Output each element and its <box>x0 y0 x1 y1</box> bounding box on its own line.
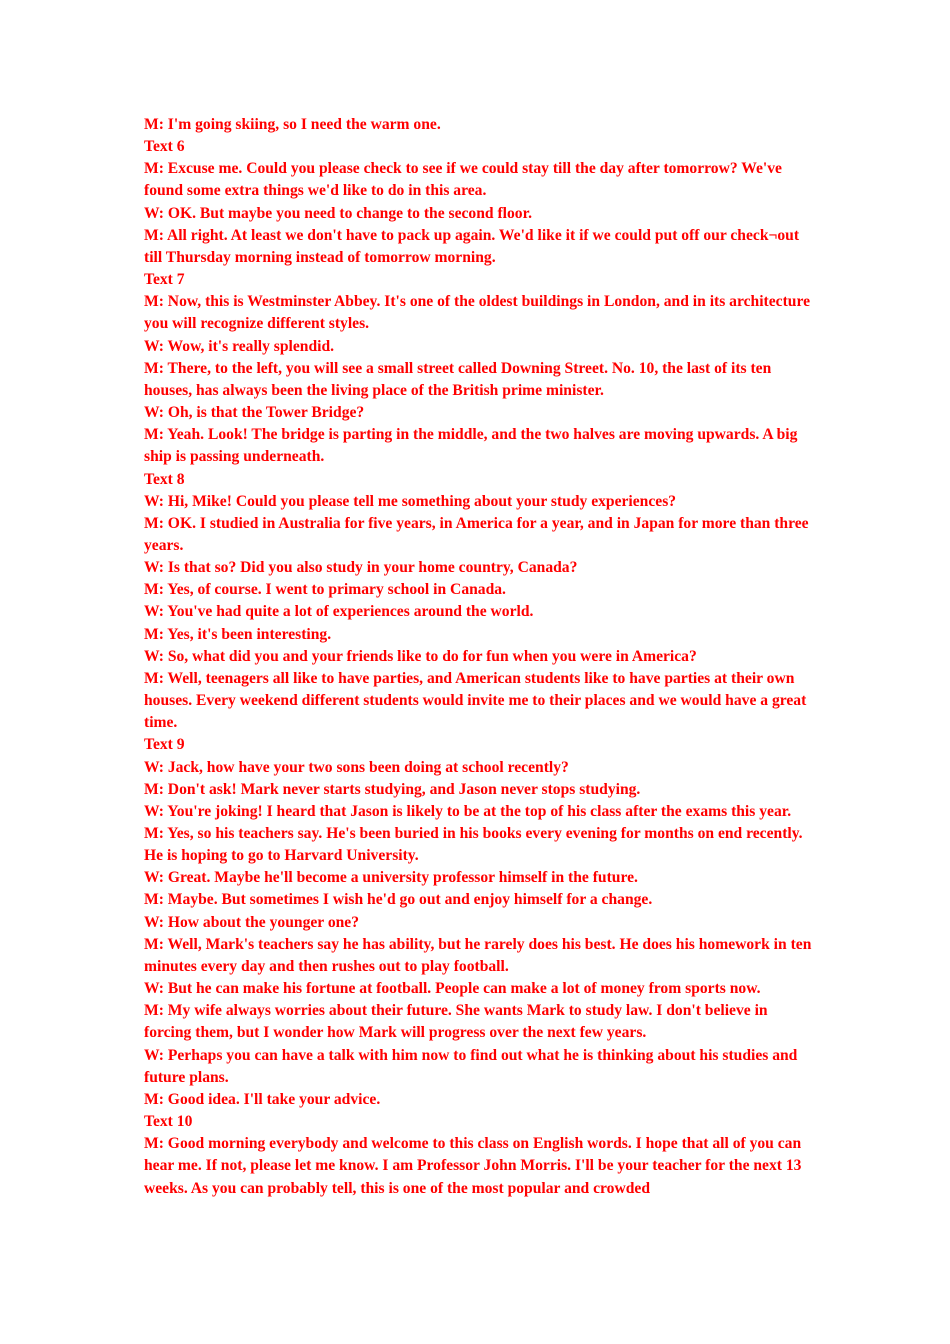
dialogue-line: M: Yes, so his teachers say. He's been buried in his books every evening for months on end recently. He is hoping to go to Harvard University. <box>144 825 803 865</box>
dialogue-line: W: Jack, how have your two sons been doing at school recently? <box>144 758 569 776</box>
dialogue-line: M: All right. At least we don't have to pack up again. We'd like it if we could put off our check¬out till Thursday morning instead of tomorrow morning. <box>144 226 800 266</box>
dialogue-line: M: Good idea. I'll take your advice. <box>144 1090 381 1108</box>
dialogue-line: W: You're joking! I heard that Jason is likely to be at the top of his class after the exams this year. <box>144 802 792 820</box>
dialogue-line: M: Well, Mark's teachers say he has ability, but he rarely does his best. He does his homework in ten minutes every day and then rushes out to play football. <box>144 935 812 975</box>
dialogue-line: M: Yeah. Look! The bridge is parting in the middle, and the two halves are moving upwards. A big ship is passing underneath. <box>144 426 798 466</box>
dialogue-line: M: OK. I studied in Australia for five years, in America for a year, and in Japan for more than three years. <box>144 514 809 554</box>
dialogue-line: M: Good morning everybody and welcome to this class on English words. I hope that all of you can hear me. If not, please let me know. I am Professor John Morris. I'll be your teacher for the next 13 weeks. As you can probably tell, this is one of the most popular and crowded <box>144 1135 802 1197</box>
dialogue-line: M: Don't ask! Mark never starts studying, and Jason never stops studying. <box>144 780 641 798</box>
dialogue-line: W: Hi, Mike! Could you please tell me something about your study experiences? <box>144 492 677 510</box>
dialogue-line: W: OK. But maybe you need to change to the second floor. <box>144 204 532 222</box>
dialogue-line: W: So, what did you and your friends like to do for fun when you were in America? <box>144 647 697 665</box>
section-heading-text-7: Text 7 <box>144 271 185 289</box>
dialogue-line: M: Maybe. But sometimes I wish he'd go out and enjoy himself for a change. <box>144 891 653 909</box>
dialogue-line: M: I'm going skiing, so I need the warm one. <box>144 116 441 133</box>
dialogue-line: W: Is that so? Did you also study in your home country, Canada? <box>144 559 578 577</box>
dialogue-line: M: Yes, it's been interesting. <box>144 625 332 643</box>
section-heading-text-10: Text 10 <box>144 1113 193 1131</box>
section-heading-text-6: Text 6 <box>144 138 185 156</box>
dialogue-line: M: Yes, of course. I went to primary school in Canada. <box>144 581 506 599</box>
dialogue-line: M: There, to the left, you will see a small street called Downing Street. No. 10, the last of its ten houses, has always been the living place of the British prime minister. <box>144 359 772 399</box>
dialogue-line: M: My wife always worries about their future. She wants Mark to study law. I don't believe in forcing them, but I wonder how Mark will progress over the next few years. <box>144 1002 768 1042</box>
section-heading-text-8: Text 8 <box>144 470 185 488</box>
dialogue-line: W: Perhaps you can have a talk with him now to find out what he is thinking about his studies and future plans. <box>144 1046 798 1086</box>
dialogue-line: W: You've had quite a lot of experiences around the world. <box>144 603 534 621</box>
section-heading-text-9: Text 9 <box>144 736 185 754</box>
dialogue-line: W: Oh, is that the Tower Bridge? <box>144 404 365 422</box>
dialogue-line: W: Great. Maybe he'll become a university professor himself in the future. <box>144 869 638 887</box>
dialogue-line: W: How about the younger one? <box>144 913 360 931</box>
document-body <box>144 114 812 1200</box>
dialogue-line: W: But he can make his fortune at football. People can make a lot of money from sports now. <box>144 980 761 998</box>
dialogue-line: M: Now, this is Westminster Abbey. It's one of the oldest buildings in London, and in its architecture you will recognize different styles. <box>144 293 811 333</box>
dialogue-line: M: Excuse me. Could you please check to see if we could stay till the day after tomorrow? We've found some extra things we'd like to do in this area. <box>144 160 782 200</box>
dialogue-line: M: Well, teenagers all like to have parties, and American students like to have parties at their own houses. Every weekend different students would invite me to their places and we would have a great time. <box>144 669 807 732</box>
dialogue-line: W: Wow, it's really splendid. <box>144 337 335 355</box>
